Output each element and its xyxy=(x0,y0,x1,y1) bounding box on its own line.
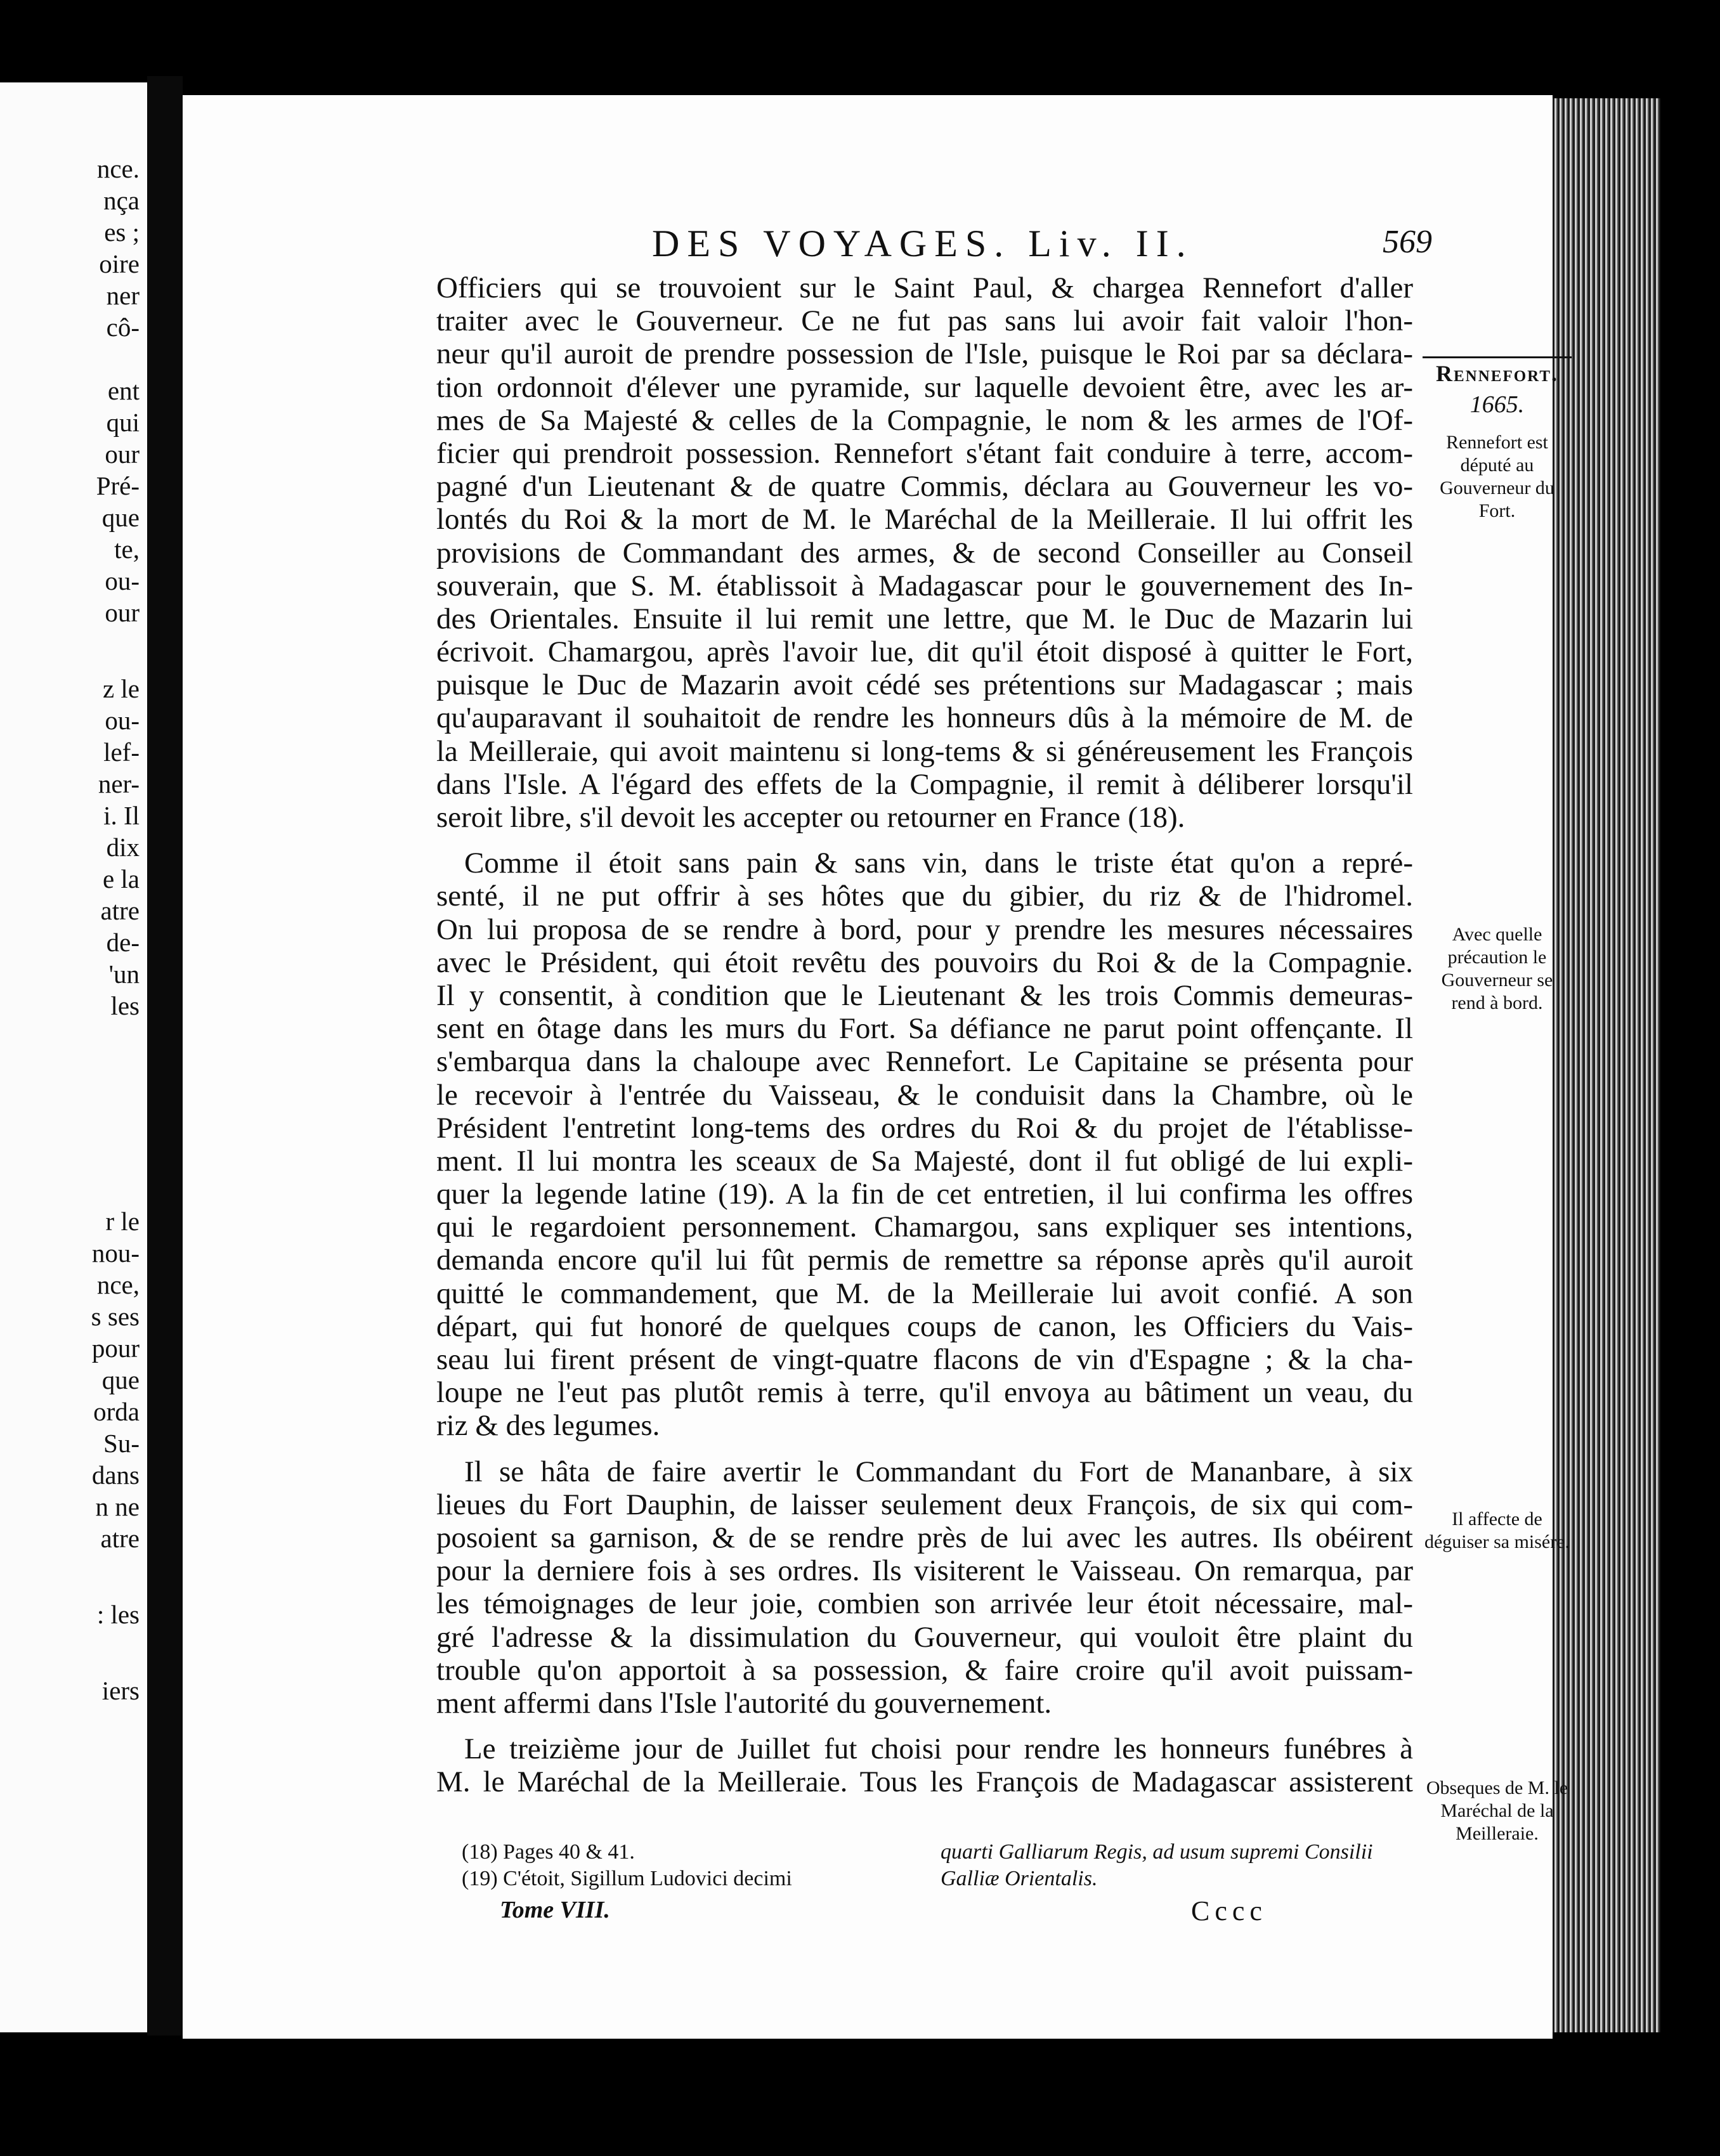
text-line: mes de Sa Majesté & celles de la Compagnie, le nom & les armes de l'Of- xyxy=(436,403,1413,437)
text-line: senté, il ne put offrir à ses hôtes que du gibier, du riz & de l'hidromel. xyxy=(436,880,1413,913)
facing-page-fragment: z le xyxy=(102,674,140,703)
text-line: neur qu'il auroit de prendre possession de l'Isle, puisque le Roi par sa déclara- xyxy=(436,337,1413,371)
text-line: quer la legende latine (19). A la fin de cet entretien, il lui confirma les offres xyxy=(436,1178,1413,1211)
facing-page-fragment: ou- xyxy=(105,566,140,595)
text-line: seau lui firent présent de vingt-quatre flacons de vin d'Espagne ; & la cha- xyxy=(436,1343,1413,1376)
text-line: provisions de Commandant des armes, & de second Conseiller au Conseil xyxy=(436,536,1413,569)
text-line: souverain, que S. M. établissoit à Madagascar pour le gouvernement des In- xyxy=(436,569,1413,602)
text-line: avec le Président, qui étoit revêtu des pouvoirs du Roi & de la Compagnie. xyxy=(436,945,1413,979)
facing-page-fragment: n ne xyxy=(95,1492,140,1521)
facing-page-fragment: es ; xyxy=(104,218,140,247)
volume-label: Tome VIII. xyxy=(500,1897,610,1923)
book-gutter xyxy=(147,76,183,2036)
text-line: qui le regardoient personnement. Chamargou, sans expliquer ses intentions, xyxy=(436,1211,1413,1244)
text-line: les témoignages de leur joie, combien son arrivée leur étoit nécessaire, mal- xyxy=(436,1587,1413,1621)
text-line: tion ordonnoit d'élever une pyramide, sur laquelle devoient être, avec les ar- xyxy=(436,370,1413,404)
facing-page-fragment: ou- xyxy=(105,706,140,735)
facing-page-fragment: oire xyxy=(99,249,140,278)
facing-page-fragment: nce, xyxy=(96,1270,140,1299)
text-line: seroit libre, s'il devoit les accepter ou retourner en France (18). xyxy=(436,801,1185,834)
page-number: 569 xyxy=(1383,224,1432,260)
facing-page-fragment: i. Il xyxy=(103,801,140,830)
text-line: des Orientales. Ensuite il lui remit une lettre, que M. le Duc de Mazarin lui xyxy=(436,602,1413,635)
text-line: écrivoit. Chamargou, après l'avoir lue, dit qu'il étoit disposé à quitter le Fort, xyxy=(436,635,1413,669)
text-line: Comme il étoit sans pain & sans vin, dans le triste état qu'on a repré- xyxy=(464,847,1413,880)
page-header xyxy=(652,222,1432,273)
facing-page-fragment: lef- xyxy=(103,737,140,767)
sidenote-rennefort-deputed: Rennefort est député au Gouverneur du Fort. xyxy=(1440,432,1554,521)
facing-page-fragment: e la xyxy=(102,864,140,893)
facing-page-fragment: atre xyxy=(100,896,140,925)
text-line: qu'auparavant il souhaitoit de rendre les honneurs dûs à la mémoire de M. de xyxy=(436,701,1413,735)
facing-page-fragment: orda xyxy=(93,1397,140,1426)
facing-page-fragment: te, xyxy=(114,535,140,564)
text-line: quitté le commandement, que M. de la Meilleraie lui avoit confié. A son xyxy=(436,1276,1413,1310)
facing-page-fragment: r le xyxy=(105,1207,140,1236)
facing-page-fragment: our xyxy=(105,439,140,469)
text-line: gré l'adresse & la dissimulation du Gouverneur, qui vouloit être plaint du xyxy=(436,1620,1413,1654)
footnote-19-continued: quarti Galliarum Regis, ad usum supremi Consilii Galliæ Orientalis. xyxy=(941,1840,1373,1890)
facing-page-fragment: dans xyxy=(91,1460,140,1490)
text-line: Il y consentit, à condition que le Lieutenant & les trois Commis demeuras- xyxy=(436,978,1413,1012)
facing-page-fragment: Pré- xyxy=(96,471,140,500)
footnote-19: (19) C'étoit, Sigillum Ludovici decimi xyxy=(462,1867,792,1890)
sidenote-author: Rennefort. xyxy=(1423,356,1572,385)
facing-page-fragment: Su- xyxy=(103,1429,140,1458)
facing-page-fragment: s ses xyxy=(91,1302,140,1331)
text-line: Officiers qui se trouvoient sur le Saint Paul, & chargea Rennefort d'aller xyxy=(436,271,1413,304)
sidenote-year: 1665. xyxy=(1469,391,1525,418)
facing-page-fragment: ner- xyxy=(98,769,140,798)
facing-page-fragment: : les xyxy=(96,1600,140,1629)
facing-page-fragment: ner xyxy=(106,281,140,310)
text-line: traiter avec le Gouverneur. Ce ne fut pas sans lui avoir fait valoir l'hon- xyxy=(436,304,1413,338)
book-page xyxy=(183,95,1570,2039)
facing-page-fragment: qui xyxy=(106,408,140,437)
text-line: la Meilleraie, qui avoit maintenu si long-tems & si généreusement les François xyxy=(436,734,1413,768)
text-line: posoient sa garnison, & de se rendre près de lui avec les autres. Ils obéirent xyxy=(436,1521,1413,1554)
facing-page-fragment: cô- xyxy=(106,313,140,342)
paragraph-gap xyxy=(436,834,1413,847)
paragraph-gap xyxy=(436,1443,1413,1455)
text-line: ficier qui prendroit possession. Rennefort s'étant fait conduire à terre, accom- xyxy=(436,436,1413,470)
facing-page-fragment: nça xyxy=(103,186,140,215)
text-line: M. le Maréchal de la Meilleraie. Tous les François de Madagascar assisterent xyxy=(436,1765,1413,1799)
text-line: On lui proposa de se rendre à bord, pour y prendre les mesures nécessaires xyxy=(436,912,1413,946)
paragraph xyxy=(436,1455,1413,1720)
text-line: demanda encore qu'il lui fût permis de remettre sa réponse après qu'il auroit xyxy=(436,1244,1413,1277)
facing-page-fragment: que xyxy=(101,503,140,532)
running-title: DES VOYAGES. Liv. II. xyxy=(652,223,1194,264)
text-line: sent en ôtage dans les murs du Fort. Sa défiance ne parut point offençante. Il xyxy=(436,1012,1413,1046)
text-line: départ, qui fut honoré de quelques coups de canon, les Officiers du Vais- xyxy=(436,1309,1413,1343)
facing-page-fragment: dix xyxy=(106,833,140,862)
text-line: puisque le Duc de Mazarin avoit cédé ses prétentions sur Madagascar ; mais xyxy=(436,668,1413,702)
sidenote-obsequies: Obseques de M. le Maréchal de la Meilleraie. xyxy=(1426,1777,1568,1844)
facing-page xyxy=(0,82,147,2032)
text-line: lontés du Roi & la mort de M. le Maréchal de la Meilleraie. Il lui offrit les xyxy=(436,503,1413,536)
text-line: ment. Il lui montra les sceaux de Sa Majesté, dont il fut obligé de lui expli- xyxy=(436,1144,1413,1178)
footnote-left xyxy=(462,1839,918,1892)
facing-page-fragment: que xyxy=(101,1365,140,1394)
body-text xyxy=(436,271,1413,1798)
facing-page-fragment: 'un xyxy=(108,959,140,989)
text-line: Il se hâta de faire avertir le Commandant du Fort de Mananbare, à six xyxy=(464,1455,1413,1488)
paragraph xyxy=(436,847,1413,1442)
page-edges xyxy=(1553,98,1660,2032)
facing-page-fragment: de- xyxy=(106,928,140,957)
text-line: Le treizième jour de Juillet fut choisi pour rendre les honneurs funébres à xyxy=(464,1732,1413,1766)
facing-page-fragment: our xyxy=(105,598,140,627)
text-line: Président l'entretint long-tems des ordres du Roi & du projet de l'établisse- xyxy=(436,1111,1413,1145)
facing-page-fragment: atre xyxy=(100,1524,140,1553)
facing-page-fragment: pour xyxy=(91,1334,140,1363)
text-line: loupe ne l'eut pas plutôt remis à terre, qu'il envoya au bâtiment un veau, du xyxy=(436,1376,1413,1410)
facing-page-fragment: nce. xyxy=(96,154,140,183)
text-line: pagné d'un Lieutenant & de quatre Commis, déclara au Gouverneur les vo- xyxy=(436,470,1413,503)
facing-page-fragment: iers xyxy=(101,1676,140,1705)
text-line: s'embarqua dans la chaloupe avec Rennefort. Le Capitaine se présenta pour xyxy=(436,1045,1413,1079)
text-line: riz & des legumes. xyxy=(436,1409,660,1443)
sidenote-disguise-misery: Il affecte de déguiser sa misére. xyxy=(1424,1509,1570,1552)
paragraph xyxy=(436,271,1413,834)
sidenote-governor-precaution: Avec quelle précaution le Gouverneur se rend à bord. xyxy=(1441,924,1553,1013)
text-line: pour la derniere fois à ses ordres. Ils visiterent le Vaisseau. On remarqua, par xyxy=(436,1554,1413,1588)
signature-mark: Cccc xyxy=(1191,1895,1267,1926)
text-line: lieues du Fort Dauphin, de laisser seulement deux François, de six qui com- xyxy=(436,1488,1413,1521)
facing-page-fragment: nou- xyxy=(91,1238,140,1268)
paragraph-gap xyxy=(436,1720,1413,1732)
facing-page-fragment: ent xyxy=(107,376,140,405)
text-line: trouble qu'on apportoit à sa possession, & faire croire qu'il avoit puissam- xyxy=(436,1653,1413,1687)
text-line: le recevoir à l'entrée du Vaisseau, & le conduisit dans la Chambre, où le xyxy=(436,1078,1413,1112)
facing-page-fragment: les xyxy=(110,991,140,1020)
text-line: ment affermi dans l'Isle l'autorité du gouvernement. xyxy=(436,1686,1052,1720)
paragraph xyxy=(436,1732,1413,1798)
footnote-18: (18) Pages 40 & 41. xyxy=(462,1840,635,1864)
text-line: dans l'Isle. A l'égard des effets de la Compagnie, il remit à déliberer lorsqu'il xyxy=(436,767,1413,801)
